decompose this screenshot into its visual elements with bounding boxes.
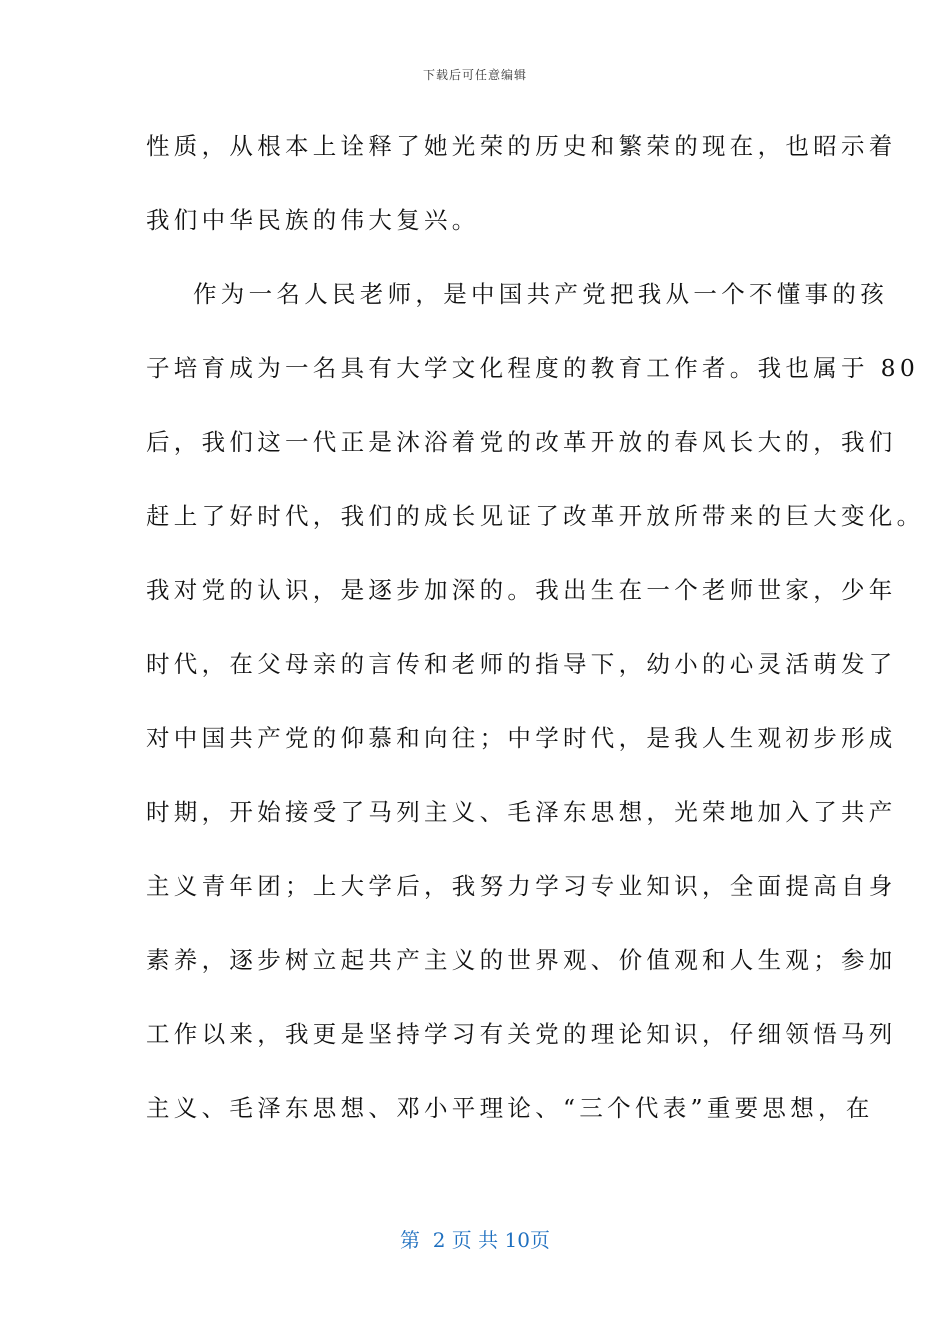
text-line: 对中国共产党的仰慕和向往；中学时代，是我人生观初步形成	[146, 724, 897, 752]
text-line: 素养，逐步树立起共产主义的世界观、价值观和人生观；参加	[146, 946, 897, 974]
text-line: 主义青年团；上大学后，我努力学习专业知识，全面提高自身	[146, 872, 897, 900]
paragraph-first-line: 作为一名人民老师，是中国共产党把我从一个不懂事的孩	[193, 280, 888, 308]
text-line: 性质，从根本上诠释了她光荣的历史和繁荣的现在，也昭示着	[146, 132, 897, 160]
document-body	[146, 118, 925, 1154]
text-line: 主义、毛泽东思想、邓小平理论、“三个代表”重要思想，在	[146, 1094, 874, 1122]
text-line: 子培育成为一名具有大学文化程度的教育工作者。我也属于 80	[146, 354, 920, 382]
text-line: 时代，在父母亲的言传和老师的指导下，幼小的心灵活萌发了	[146, 650, 897, 678]
text-line: 时期，开始接受了马列主义、毛泽东思想，光荣地加入了共产	[146, 798, 897, 826]
text-line: 后，我们这一代正是沐浴着党的改革开放的春风长大的，我们	[146, 428, 897, 456]
text-line: 我对党的认识，是逐步加深的。我出生在一个老师世家，少年	[146, 576, 897, 604]
text-line: 我们中华民族的伟大复兴。	[146, 206, 480, 234]
text-line: 工作以来，我更是坚持学习有关党的理论知识，仔细领悟马列	[146, 1020, 897, 1048]
page-number-footer: 第 2 页 共 10页	[400, 1228, 550, 1252]
page-header-note: 下载后可任意编辑	[422, 68, 527, 82]
text-line: 赶上了好时代，我们的成长见证了改革开放所带来的巨大变化。	[146, 502, 925, 530]
